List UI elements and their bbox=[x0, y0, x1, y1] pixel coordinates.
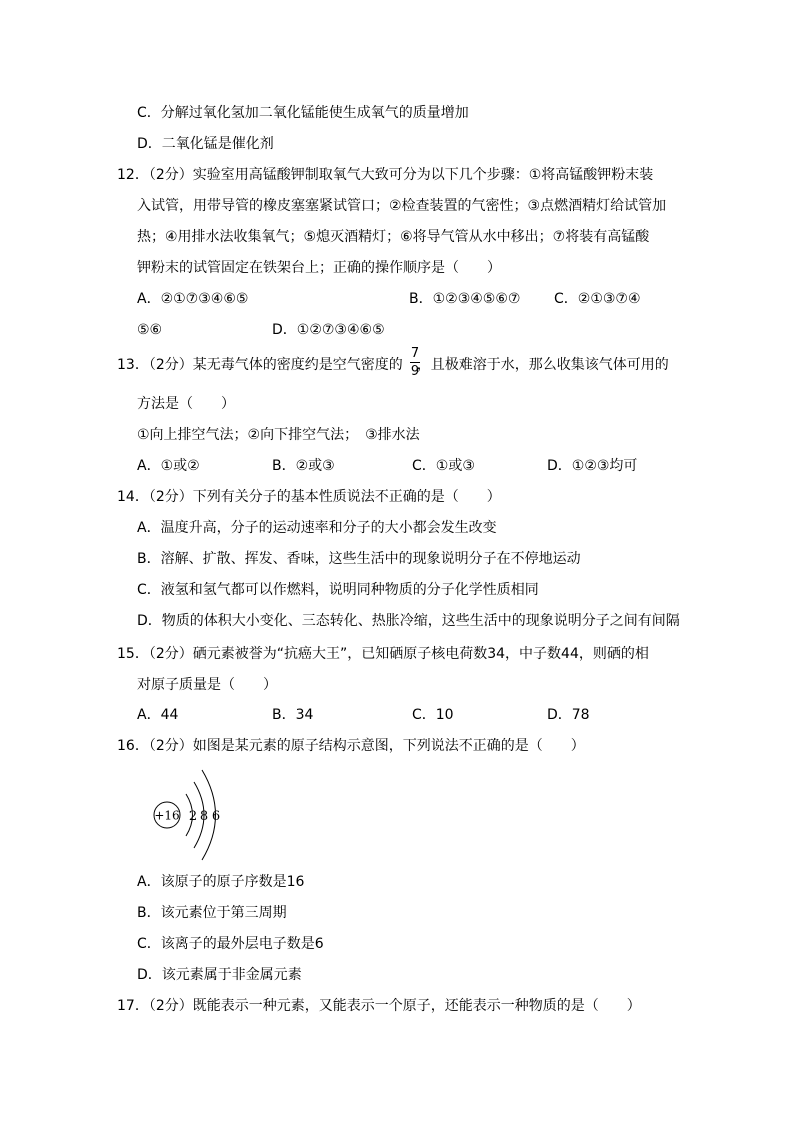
q14-option-b: B．溶解、扩散、挥发、香味，这些生活中的现象说明分子在不停地运动 bbox=[137, 551, 581, 567]
q15-option-a: A．44 bbox=[137, 707, 179, 723]
q15-stem-line-2: 对原子质量是（ ） bbox=[137, 677, 277, 693]
q11-option-c: C．分解过氧化氢加二氧化锰能使生成氧气的质量增加 bbox=[137, 105, 469, 121]
q15-option-b: B．34 bbox=[272, 707, 314, 723]
q13-stem-prefix: 13．（2分）某无毒气体的密度约是空气密度的 bbox=[117, 357, 403, 373]
q16-stem: 16．（2分）如图是某元素的原子结构示意图，下列说法不正确的是（ ） bbox=[117, 738, 585, 754]
q13-stem-line-1 bbox=[117, 356, 669, 374]
q13-option-c: C．①或③ bbox=[412, 458, 475, 474]
q16-option-a: A．该原子的原子序数是16 bbox=[137, 874, 305, 890]
q14-stem: 14．（2分）下列有关分子的基本性质说法不正确的是（ ） bbox=[117, 489, 501, 505]
electron-shell-3-count: 6 bbox=[211, 809, 221, 824]
q15-option-c: C．10 bbox=[412, 707, 454, 723]
q13-stem-line-2: 方法是（ ） bbox=[137, 396, 235, 412]
q12-stem-line-3: 热；④用排水法收集氧气；⑤熄灭酒精灯；⑥将导气管从水中移出；⑦将装有高锰酸 bbox=[137, 229, 650, 245]
q14-option-a: A．温度升高，分子的运动速率和分子的大小都会发生改变 bbox=[137, 520, 497, 536]
fraction-denominator: 9 bbox=[410, 364, 420, 379]
q12-option-c: C．②①③⑦④ bbox=[554, 291, 641, 307]
q13-option-d: D．①②③均可 bbox=[547, 458, 638, 474]
fraction-bar bbox=[410, 362, 420, 363]
q17-stem: 17．（2分）既能表示一种元素，又能表示一个原子，还能表示一种物质的是（ ） bbox=[117, 998, 641, 1014]
q12-option-b: B．①②③④⑤⑥⑦ bbox=[409, 291, 521, 307]
q13-stem-suffix: ，且极难溶于水，那么收集该气体可用的 bbox=[416, 357, 669, 373]
q16-option-b: B．该元素位于第三周期 bbox=[137, 905, 287, 921]
q13-methods: ①向上排空气法；②向下排空气法； ③排水法 bbox=[137, 427, 420, 443]
q14-option-c: C．液氢和氢气都可以作燃料，说明同种物质的分子化学性质相同 bbox=[137, 582, 539, 598]
nucleus-charge: +16 bbox=[154, 808, 180, 823]
q13-option-b: B．②或③ bbox=[272, 458, 335, 474]
q13-option-a: A．①或② bbox=[137, 458, 200, 474]
electron-shell-2-count: 8 bbox=[199, 809, 209, 824]
q12-option-c-continued: ⑤⑥ bbox=[137, 322, 163, 338]
q12-option-d: D．①②⑦③④⑥⑤ bbox=[272, 322, 385, 338]
q11-option-d: D．二氧化锰是催化剂 bbox=[137, 136, 274, 152]
atom-structure-diagram bbox=[150, 765, 250, 865]
fraction-numerator: 7 bbox=[410, 346, 420, 361]
q14-option-d: D．物质的体积大小变化、三态转化、热胀冷缩，这些生活中的现象说明分子之间有间隔 bbox=[137, 613, 680, 629]
q12-stem-line-4: 钾粉末的试管固定在铁架台上；正确的操作顺序是（ ） bbox=[137, 260, 501, 276]
electron-shell-1-count: 2 bbox=[188, 809, 198, 824]
q16-option-c: C．该离子的最外层电子数是6 bbox=[137, 936, 324, 952]
q15-stem-line-1: 15．（2分）硒元素被誉为“抗癌大王”，已知硒原子核电荷数34，中子数44，则硒的相 bbox=[117, 646, 649, 662]
q12-stem-line-1: 12．（2分）实验室用高锰酸钾制取氧气大致可分为以下几个步骤：①将高锰酸钾粉末装 bbox=[117, 167, 654, 183]
q15-option-d: D．78 bbox=[547, 707, 590, 723]
q16-option-d: D．该元素属于非金属元素 bbox=[137, 967, 302, 983]
q12-stem-line-2: 入试管，用带导管的橡皮塞塞紧试管口；②检查装置的气密性；③点燃酒精灯给试管加 bbox=[137, 198, 667, 214]
q12-option-a: A．②①⑦③④⑥⑤ bbox=[137, 291, 249, 307]
